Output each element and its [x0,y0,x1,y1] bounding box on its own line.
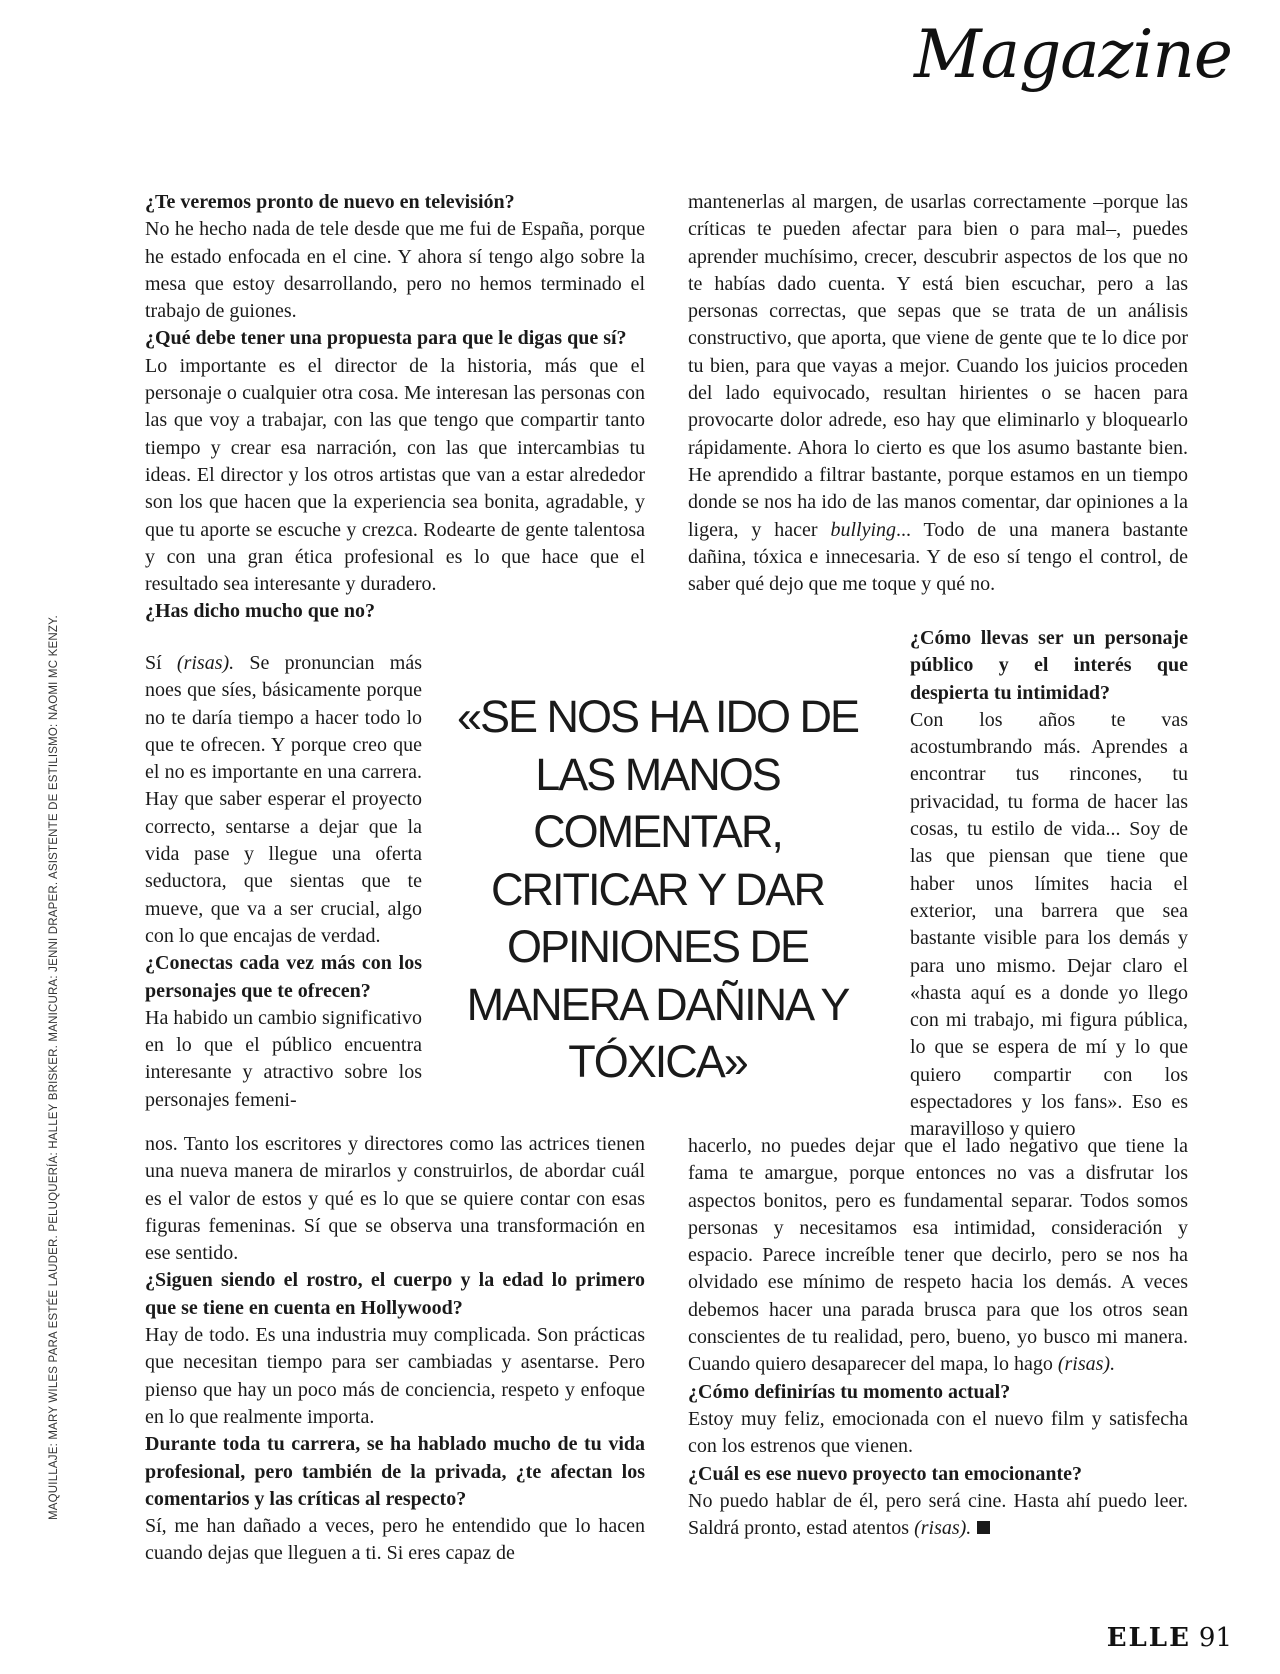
answer [145,650,422,950]
answer-italic: (risas). [1057,1353,1116,1376]
right-column-narrow [910,625,1188,1144]
question: ¿Cuál es ese nuevo proyecto tan emocionante? [688,1462,1083,1485]
page-footer [1107,1623,1232,1653]
answer-text: mantenerlas al margen, de usarlas correctamente –porque las críticas te pueden afectar para bien o para mal–, puedes aprender muchísimo, crecer, descubrir aspectos de los que no te habías dado cuenta. Y está bien escuchar, pero a las personas correctas, que sepas que se trata de un análisis constructivo, que aporta, que viene de gente que te lo dice por tu bien, para que vayas a mejor. Cuando los juicios proceden del lado equivocado, resultan hirientes o se hacen para provocarte dolor adrede, eso hay que eliminarlo y bloquearlo rápidamente. Ahora lo cierto es que los asumo bastante bien. He aprendido a filtrar bastante, porque estamos en un tiempo donde se nos ha ido de las manos comentar, dar opiniones a la ligera, y hacer [688,191,1188,541]
end-mark-icon [977,1521,990,1534]
question: ¿Cómo definirías tu momento actual? [688,1380,1011,1403]
answer: nos. Tanto los escritores y directores como las actrices tienen una nueva manera de mirarlos y construirlos, de abordar cuál es el valor de estos y qué es lo que se quiere contar con esas figuras femeninas. Sí que se observa una transformación en ese sentido. [145,1133,645,1265]
answer: Hay de todo. Es una industria muy complicada. Son prácticas que necesitan tiempo para ser cambiadas y asentarse. Pero pienso que hay un poco más de conciencia, respeto y enfoque en lo que realmente importa. [145,1324,645,1428]
question: ¿Cómo llevas ser un personaje público y el interés que despierta tu intimidad? [910,627,1188,704]
answer-text: Se pronuncian más noes que síes, básicamente porque no te daría tiempo a hacer todo lo que te ofrecen. Y porque creo que el no es importante en una carrera. Hay que saber esperar el proyecto correcto, sentarse a dejar que la vida pase y llegue una oferta seductora, que sientas que te mueve, que va a ser crucial, algo con lo que encajas de verdad. [145,652,422,947]
question: Durante toda tu carrera, se ha hablado mucho de tu vida profesional, pero también de la privada, ¿te afectan los comentarios y las críticas al respecto? [145,1433,645,1510]
pull-quote: «SE NOS HA IDO DE LAS MANOS COMENTAR, CRITICAR Y DAR OPINIONES DE MANERA DAÑINA Y TÓXICA» [456,691,859,1087]
question: ¿Te veremos pronto de nuevo en televisión? [145,191,515,213]
question: ¿Has dicho mucho que no? [145,600,376,623]
question: ¿Qué debe tener una propuesta para que le digas que sí? [145,327,627,350]
magazine-logo: ELLE [1106,1623,1191,1653]
answer-italic: (risas). [176,652,235,674]
question: ¿Siguen siendo el rostro, el cuerpo y la edad lo primero que se tiene en cuenta en Hollywood? [145,1269,645,1319]
answer [688,1488,1188,1543]
right-column-top [688,189,1188,598]
answer-italic: bullying [830,518,897,541]
question: ¿Conectas cada vez más con los personajes que te ofrecen? [145,952,422,1002]
right-column-bottom [688,1133,1188,1542]
answer-text: No puedo hablar de él, pero será cine. Hasta ahí puedo leer. Saldrá pronto, estad atentos [688,1489,1188,1540]
answer: Lo importante es el director de la historia, más que el personaje o cualquier otra cosa. Me interesan las personas con las que voy a trabajar, con las que tengo que compartir tanto tiempo y crear esa narración, con las que intercambias tu ideas. El director y los otros artistas que van a estar alrededor son los que hacen que la experiencia sea bonita, agradable, y que tu aporte se escuche y crezca. Rodearte de gente talentosa y con una gran ética profesional es lo que hace que el resultado sea interesante y duradero. [145,354,645,596]
answer [688,1133,1188,1379]
left-column-top [145,189,645,626]
left-column-narrow [145,650,422,1114]
answer-italic: (risas). [914,1517,972,1540]
page-number: 91 [1198,1623,1232,1653]
answer-text: hacerlo, no puedes dejar que el lado negativo que tiene la fama te amargue, porque entonces no vas a disfrutar los aspectos bonitos, pero es fundamental separar. Todos somos personas y necesitamos esa intimidad, consideración y espacio. Parece increíble tener que decirlo, pero se nos ha olvidado ese mínimo de respeto hacia los demás. A veces debemos hacer una parada brusca para que los otros sean conscientes de tu realidad, pero, bueno, yo busco mi manera. Cuando quiero desaparecer del mapa, lo hago [688,1135,1188,1376]
left-column-bottom [145,1131,645,1568]
section-title: Magazine [914,16,1232,93]
answer: Con los años te vas acostumbrando más. Aprendes a encontrar tus rincones, tu privacidad, tu forma de hacer las cosas, tu estilo de vida... Soy de las que piensan que tiene que haber unos límites hacia el exterior, una barrera que sea bastante visible para los demás y para uno mismo. Dejar claro el «hasta aquí es a donde yo llego con mi trabajo, mi figura pública, lo que se espera de mí y lo que quiero compartir con los espectadores y los fans». Eso es maravilloso y quiero [910,708,1188,1141]
answer: No he hecho nada de tele desde que me fui de España, porque he estado enfocada en el cine. Y ahora sí tengo algo sobre la mesa que estoy desarrollando, pero no hemos terminado el trabajo de guiones. [145,218,645,323]
answer: Sí, me han dañado a veces, pero he entendido que lo hacen cuando dejas que lleguen a ti. Si eres capaz de [145,1515,645,1565]
answer-text: Sí [145,652,177,674]
answer [688,189,1188,598]
answer: Estoy muy feliz, emocionada con el nuevo film y satisfecha con los estrenos que vienen. [688,1407,1188,1458]
answer-text: ... Todo de una manera bastante dañina, tóxica e innecesaria. Y de eso sí tengo el control, de saber qué dejo que me toque y qué no. [688,518,1188,596]
photo-credits: MAQUILLAJE: MARY WILES PARA ESTÉE LAUDER. PELUQUERÍA: HALLEY BRISKER. MANICURA: JENNI DRAPER. ASISTENTE DE ESTILISMO: NAOMI MC KENZY. [48,615,60,1520]
answer: Ha habido un cambio significativo en lo que el público encuentra interesante y atractivo sobre los personajes femeni- [145,1006,422,1111]
